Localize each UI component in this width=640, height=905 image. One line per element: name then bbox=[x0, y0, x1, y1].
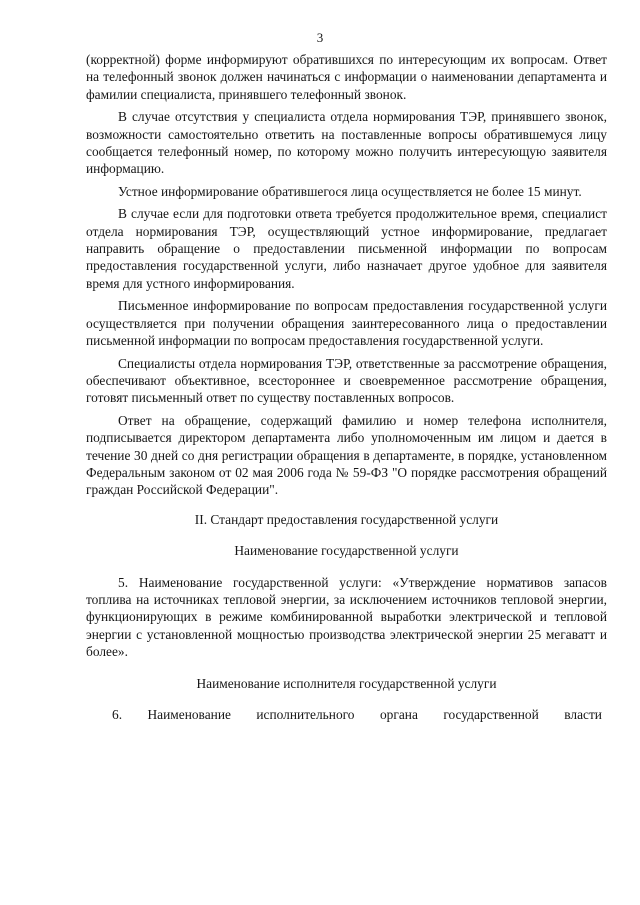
item-6-word: органа bbox=[379, 707, 418, 722]
item-5-service-name: 5. Наименование государственной услуги: «Утверждение нормативов запасов топлива на источниках тепловой энергии, за исключением источников тепловой энергии, функционирующих в режиме комбинированной выработки электрической и тепловой энергии с установленной мощностью производства электрической энергии 25 мегаватт и более». bbox=[86, 574, 607, 660]
subheading-service-name: Наименование государственной услуги bbox=[234, 543, 459, 559]
item-6-line bbox=[86, 706, 607, 723]
paragraph-written-info: Письменное информирование по вопросам предоставления государственной услуги осуществляется при получении обращения заинтересованного лица о предоставлении письменной информации по вопросам предоставления государственной услуги. bbox=[86, 298, 607, 349]
page-number: 3 bbox=[316, 30, 324, 45]
item-6-word: исполнительного bbox=[256, 707, 355, 722]
item-6-word: Наименование bbox=[147, 707, 231, 722]
paragraph-oral-duration: Устное информирование обратившегося лица осуществляется не более 15 минут. bbox=[118, 183, 582, 199]
item-6-word: государственной bbox=[443, 707, 539, 722]
document-body bbox=[86, 51, 607, 723]
paragraph-specialists-review: Специалисты отдела нормирования ТЭР, ответственные за рассмотрение обращения, обеспечивают объективное, всестороннее и своевременное рассмотрение обращения, готовят письменный ответ по существу поставленных вопросов. bbox=[86, 355, 607, 406]
paragraph-long-preparation: В случае если для подготовки ответа требуется продолжительное время, специалист отдела нормирования ТЭР, осуществляющий устное информирование, предлагает направить обращение о предоставлении письменной информации по вопросам предоставления государственной услуги, либо назначает другое удобное для заявителя время для устного информирования. bbox=[86, 206, 607, 291]
section-heading: II. Стандарт предоставления государственной услуги bbox=[194, 511, 499, 527]
paragraph-phone-answer: (корректной) форме информируют обратившихся по интересующим их вопросам. Ответ на телефонный звонок должен начинаться с информации о наименовании департамента и фамилии специалиста, принявшего телефонный звонок. bbox=[86, 52, 607, 102]
item-6-word: власти bbox=[564, 707, 602, 722]
paragraph-response-signing: Ответ на обращение, содержащий фамилию и номер телефона исполнителя, подписывается директором департамента либо уполномоченным им лицом и дается в течение 30 дней со дня регистрации обращения в департаменте, в порядке, установленном Федеральным законом от 02 мая 2006 года № 59-ФЗ "О порядке рассмотрения обращений граждан Российской Федерации". bbox=[86, 412, 607, 498]
paragraph-specialist-absence: В случае отсутствия у специалиста отдела нормирования ТЭР, принявшего звонок, возможности самостоятельно ответить на поставленные вопросы обратившемуся лицу сообщается телефонный номер, по которому можно получить интересующую заявителя информацию. bbox=[86, 109, 607, 177]
subheading-executor-name: Наименование исполнителя государственной услуги bbox=[196, 675, 497, 691]
item-6-number: 6. bbox=[112, 707, 123, 722]
